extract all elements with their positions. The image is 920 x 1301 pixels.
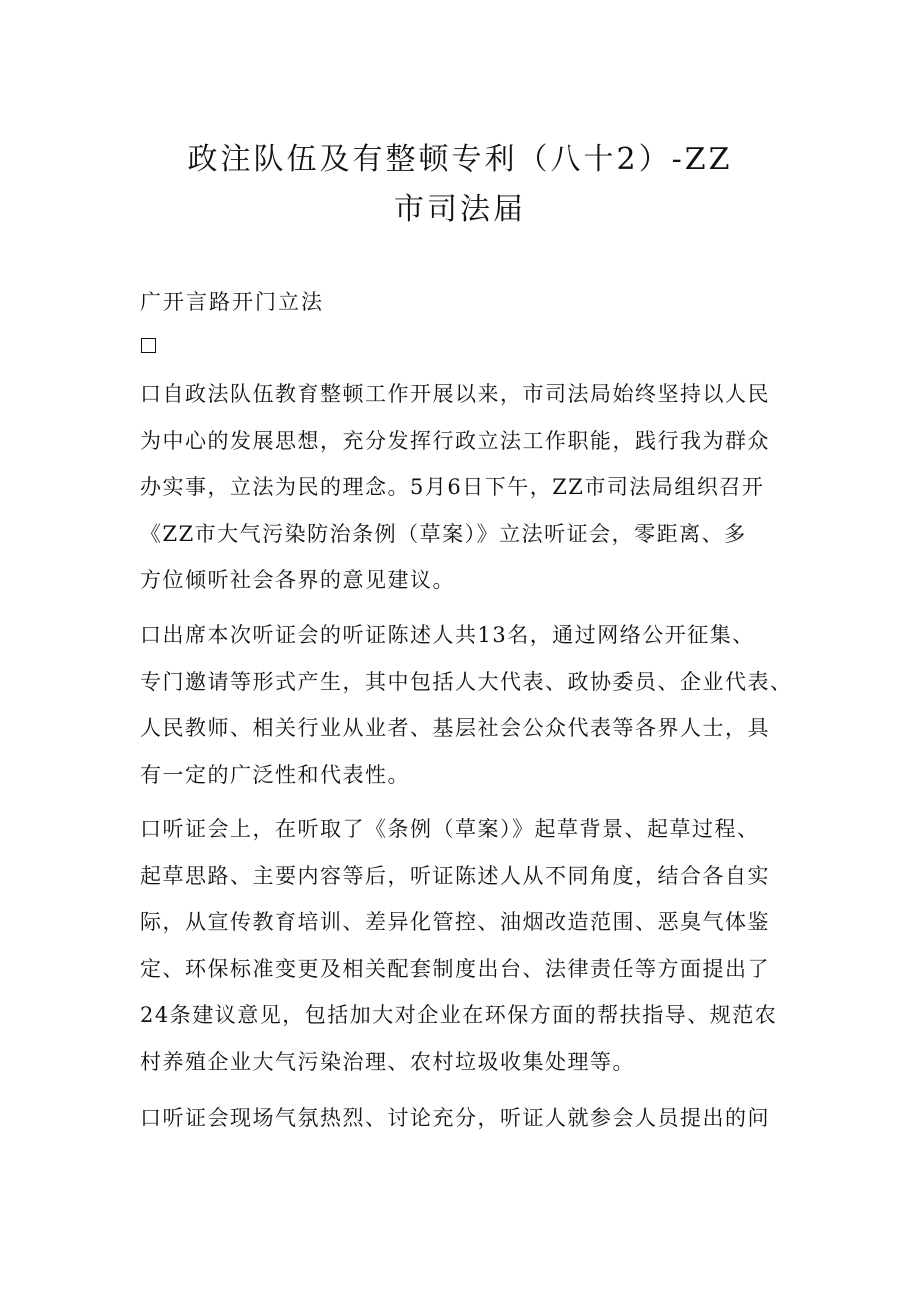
paragraph-line: 村养殖企业大气污染治理、农村垃圾收集处理等。: [140, 1049, 635, 1074]
paragraph-2: [140, 612, 820, 798]
paragraph-1: [140, 371, 820, 604]
document-title-line-1: 政注队伍及有整顿专利（八十2）-ZZ: [187, 142, 733, 177]
paragraph-line: 24条建议意见，包括加大对企业在环保方面的帮扶指导、规范农: [140, 1003, 778, 1027]
paragraph-line: 口听证会现场气氛热烈、讨论充分，听证人就参会人员提出的问: [140, 1106, 770, 1130]
section-heading: 广开言路开门立法: [140, 290, 324, 314]
empty-checkbox-icon: [141, 338, 156, 353]
paragraph-line: 人民教师、相关行业从业者、基层社会公众代表等各界人士，具: [140, 716, 770, 740]
paragraph-line: 专门邀请等形式产生，其中包括人大代表、政协委员、企业代表、: [140, 669, 793, 694]
paragraph-line: 办实事，立法为民的理念。5月6日下午，ZZ市司法局组织召开: [140, 475, 765, 499]
paragraph-4: [140, 1095, 820, 1142]
paragraph-line: 际，从宣传教育培训、差异化管控、油烟改造范围、恶臭气体鉴: [140, 910, 770, 934]
paragraph-line: 口自政法队伍教育整顿工作开展以来，市司法局始终坚持以人民: [140, 382, 770, 406]
paragraph-line: 起草思路、主要内容等后，听证陈述人从不同角度，结合各自实: [140, 863, 770, 888]
document-title-line-2: 市司法届: [394, 192, 526, 227]
paragraph-line: 有一定的广泛性和代表性。: [140, 762, 410, 787]
paragraph-line: 方位倾听社会各界的意见建议。: [140, 568, 455, 592]
paragraph-line: 为中心的发展思想，充分发挥行政立法工作职能，践行我为群众: [140, 428, 770, 453]
paragraph-3: [140, 806, 820, 1085]
paragraph-line: 定、环保标准变更及相关配套制度出台、法律责任等方面提出了: [140, 956, 770, 981]
paragraph-line: 口听证会上，在听取了《条例（草案）》起草背景、起草过程、: [140, 817, 760, 841]
paragraph-line: 《ZZ市大气污染防治条例（草案）》立法听证会，零距离、多: [140, 521, 747, 546]
paragraph-line: 口出席本次听证会的听证陈述人共13名，通过网络公开征集、: [140, 623, 755, 647]
